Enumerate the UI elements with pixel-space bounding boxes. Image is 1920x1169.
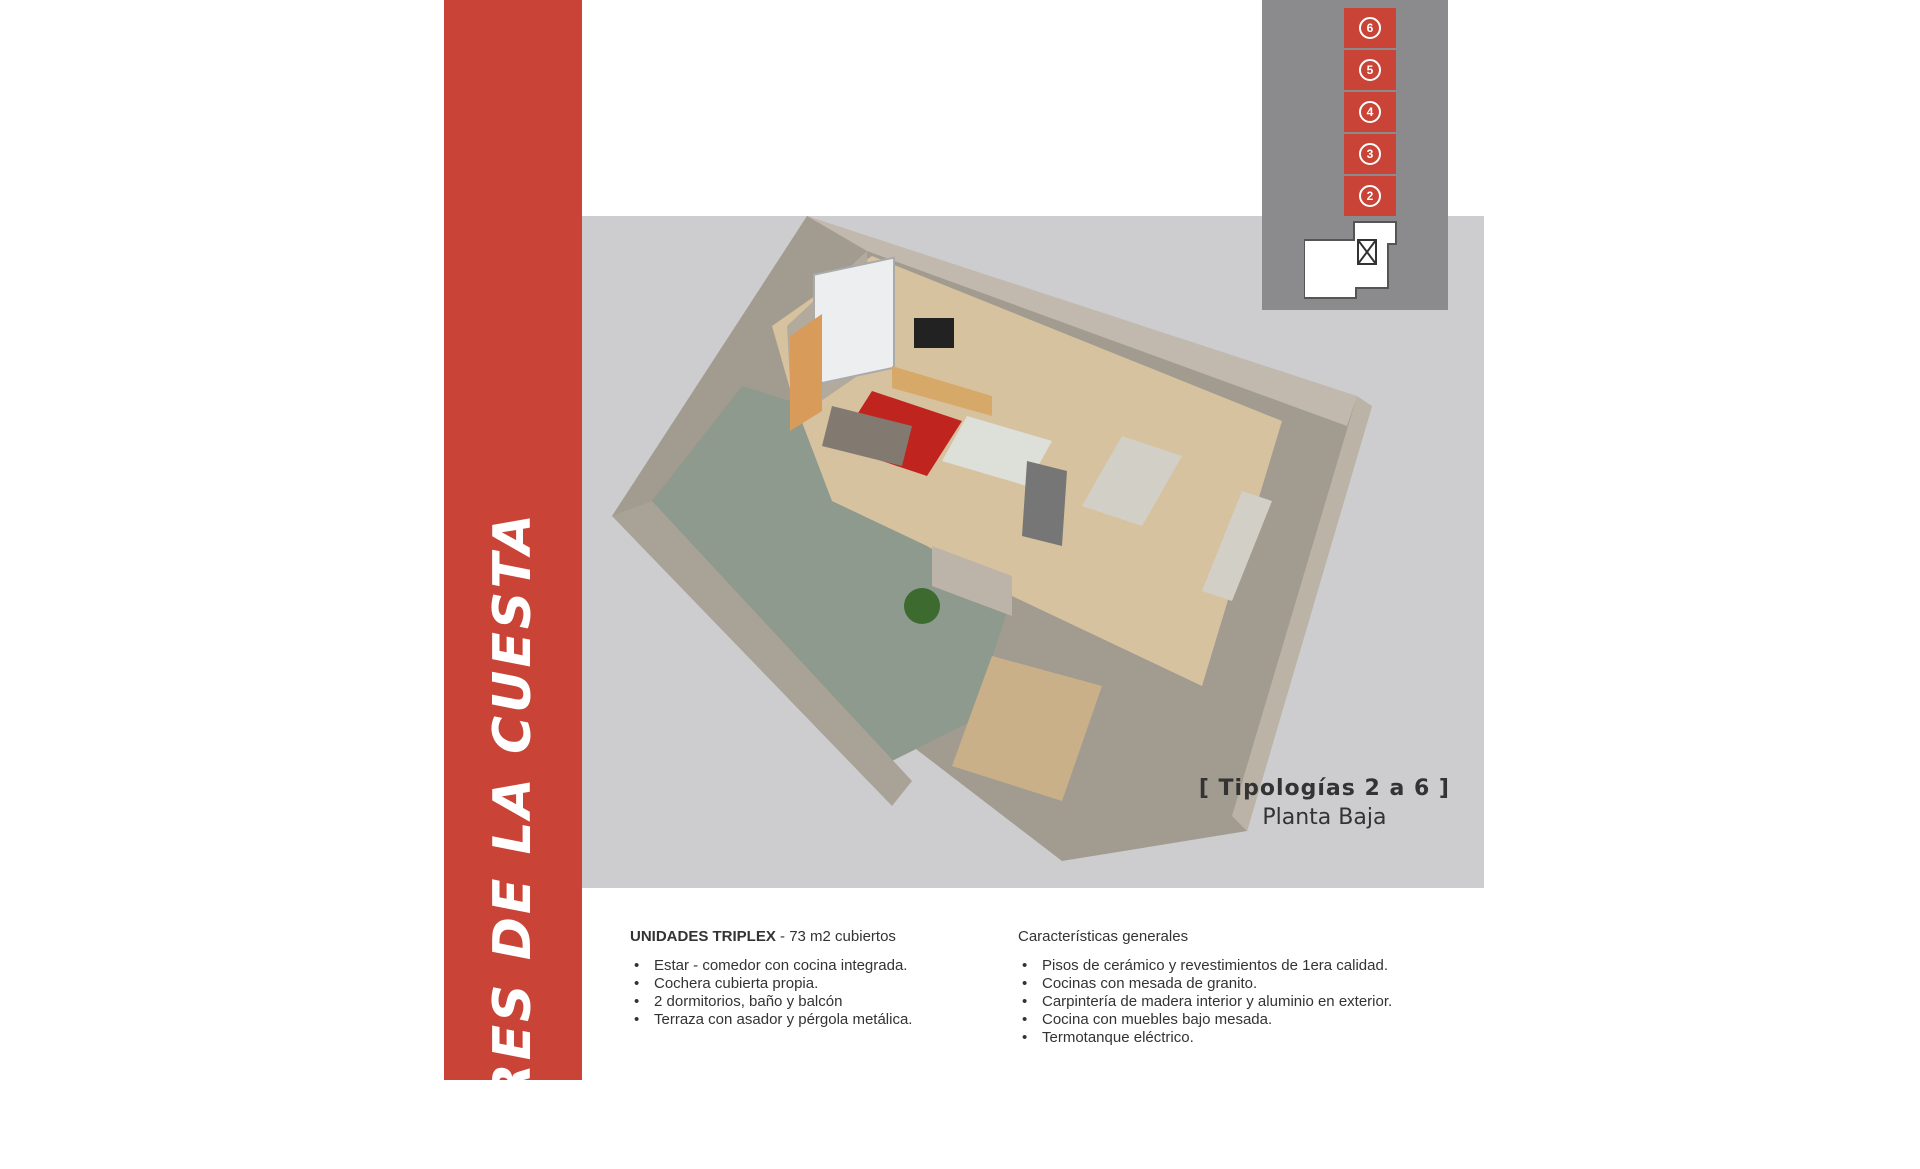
unit-feature-item: • Cochera cubierta propia. bbox=[630, 975, 970, 993]
floor-3 bbox=[1344, 134, 1396, 176]
plant bbox=[904, 588, 940, 624]
floor-2 bbox=[1344, 176, 1396, 218]
unit-feature-item: • 2 dormitorios, baño y balcón bbox=[630, 993, 970, 1011]
window bbox=[814, 258, 894, 385]
general-feature-item: • Cocinas con mesada de granito. bbox=[1018, 975, 1458, 993]
brochure-page bbox=[444, 0, 1484, 1169]
general-features bbox=[1018, 957, 1458, 1047]
unit-heading: UNIDADES TRIPLEX - 73 m2 cubiertos bbox=[630, 928, 896, 945]
plan-caption bbox=[1199, 776, 1450, 830]
floor-6 bbox=[1344, 8, 1396, 50]
general-specs bbox=[1018, 928, 1458, 1047]
planta-label: Planta Baja bbox=[1262, 805, 1387, 830]
tv bbox=[914, 318, 954, 348]
floor-key bbox=[1262, 0, 1448, 310]
ground-plan-icon bbox=[1304, 218, 1414, 302]
brand-band bbox=[444, 0, 582, 1169]
fridge bbox=[1022, 461, 1067, 546]
general-heading: Características generales bbox=[1018, 928, 1189, 945]
tipologia-label: [ Tipologías 2 a 6 ] bbox=[1198, 776, 1450, 801]
unit-feature-item: • Estar - comedor con cocina integrada. bbox=[630, 957, 970, 975]
floor-5-number: 5 bbox=[1359, 59, 1381, 81]
general-feature-item: • Pisos de cerámico y revestimientos de 1era calidad. bbox=[1018, 957, 1458, 975]
floor-5 bbox=[1344, 50, 1396, 92]
unit-feature-item: • Terraza con asador y pérgola metálica. bbox=[630, 1011, 970, 1029]
unit-specs bbox=[630, 928, 970, 1029]
floor-column bbox=[1344, 8, 1396, 218]
brand-title: AIRES DE LA CUESTA bbox=[483, 510, 543, 1169]
floor-4-number: 4 bbox=[1359, 101, 1381, 123]
floor-3-number: 3 bbox=[1359, 143, 1381, 165]
floor-6-number: 6 bbox=[1359, 17, 1381, 39]
unit-features bbox=[630, 957, 970, 1029]
general-feature-item: • Termotanque eléctrico. bbox=[1018, 1029, 1458, 1047]
general-feature-item: • Carpintería de madera interior y aluminio en exterior. bbox=[1018, 993, 1458, 1011]
general-feature-item: • Cocina con muebles bajo mesada. bbox=[1018, 1011, 1458, 1029]
floor-2-number: 2 bbox=[1359, 185, 1381, 207]
floor-4 bbox=[1344, 92, 1396, 134]
